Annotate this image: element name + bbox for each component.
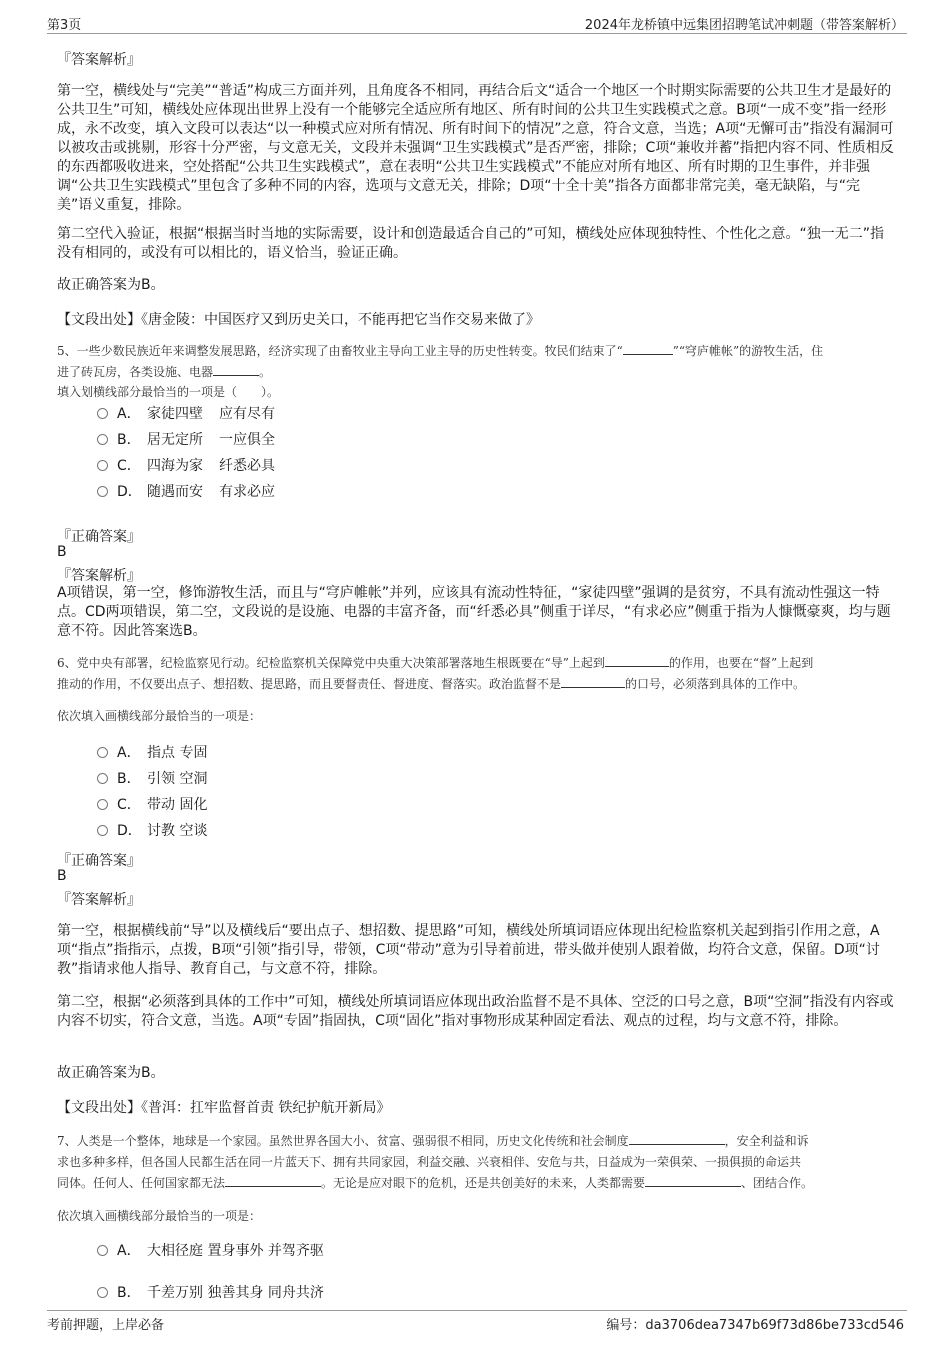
analysis-paragraph: A项错误，第一空，修饰游牧生活，而且与“穹庐帷帐”并列，应该具有流动性特征，“家徒四壁”强调的是贫穷，不具有流动性强这一特点。CD两项错误，第二空，文段说的是设施、电器的丰富齐备，而“纤悉必具”侧重于详尽，“有求必应”侧重于指为人慷慨豪爽，均与题意不符。因此答案选B。 [57,585,891,639]
fill-blank [605,653,669,667]
correct-answer-label: 『正确答案』 [57,853,141,869]
radio-icon[interactable] [97,825,108,836]
stem-text: 、团结合作。 [741,1176,814,1190]
fill-blank [561,674,625,688]
fill-blank [629,1131,725,1145]
stem-text: 。 [259,365,272,379]
radio-icon[interactable] [97,799,108,810]
question-7-prompt: 依次填入画横线部分最恰当的一项是： [57,1209,262,1223]
option-word: 纤悉必具 [219,458,275,474]
analysis-paragraph: 第二空代入验证，根据“根据当时当地的实际需要，设计和创造最适合自己的”可知，横线处应体现独特性、个性化之意。“独一无二”指没有相同的，或没有可以相比的，语义恰当，验证正确。 [57,226,885,261]
option-label: A． [117,1243,141,1259]
radio-icon[interactable] [97,773,108,784]
option-a[interactable] [97,404,275,424]
option-word: 四海为家 [147,458,203,474]
radio-icon[interactable] [97,1245,108,1256]
option-text: 大相径庭 置身事外 并驾齐驱 [147,1243,324,1259]
option-c[interactable] [97,456,275,476]
stem-text: 的作用，也要在“督”上起到 [668,656,814,670]
option-a[interactable] [97,1241,324,1261]
fill-blank [645,1173,741,1187]
stem-text: 6、党中央有部署，纪检监察见行动。纪检监察机关保障党中央重大决策部署落地生根既要在“导”上起到 [57,656,605,670]
answer-analysis-label: 『答案解析』 [57,52,141,68]
question-5-prompt: 填入划横线部分最恰当的一项是（ ）。 [57,385,280,399]
footer-divider [47,1310,907,1311]
radio-icon[interactable] [97,747,108,758]
page-number: 第3页 [47,18,82,33]
source-title: 《唐金陵：中国医疗又到历史关口，不能再把它当作交易来做了》 [141,312,540,328]
question-7-stem [57,1131,897,1194]
stem-text: 。无论是应对眼下的危机，还是共创美好的未来，人类都需要 [321,1176,646,1190]
analysis-paragraph: 第二空，根据“必须落到具体的工作中”可知，横线处所填词语应体现出政治监督不是不具体、空泛的口号之意，B项“空洞”指没有内容或内容不切实，符合文意，当选。A项“专固”指固执，C项“固化”指对事物形成某种固定看法、观点的过程，均与文意不符，排除。 [57,994,894,1029]
option-label: D． [117,823,142,839]
option-word: 家徒四壁 [147,406,203,422]
correct-answer-value: B [57,868,67,884]
source-citation [57,309,540,329]
document-title: 2024年龙桥镇中远集团招聘笔试冲刺题（带答案解析） [584,18,904,33]
option-text: 千差万别 独善其身 同舟共济 [147,1285,324,1301]
question-5-stem [57,341,897,383]
option-text: 带动 固化 [147,797,208,813]
source-citation [57,1097,390,1117]
option-d[interactable] [97,821,207,841]
option-word: 应有尽有 [219,406,275,422]
radio-icon[interactable] [97,1287,108,1298]
option-label: D． [117,484,142,500]
option-b[interactable] [97,1283,324,1303]
option-label: C． [117,797,141,813]
radio-icon[interactable] [97,434,108,445]
stem-text: 5、一些少数民族近年来调整发展思路，经济实现了由畜牧业主导向工业主导的历史性转变。牧民们结束了“ [57,344,623,358]
stem-text: ，安全利益和诉 [724,1134,809,1148]
option-b[interactable] [97,430,275,450]
stem-text: ”“穹庐帷帐”的游牧生活，住 [672,344,824,358]
option-word: 居无定所 [147,432,203,448]
fill-blank [213,362,259,376]
question-6-prompt: 依次填入画横线部分最恰当的一项是： [57,709,262,723]
option-c[interactable] [97,795,207,815]
analysis-paragraph: 第一空，根据横线前“导”以及横线后“要出点子、想招数、提思路”可知，横线处所填词语应体现出纪检监察机关起到指引作用之意，A项“指点”指指示，点拨，B项“引领”指引导，带领，C项“带动”意为引导着前进，带头做并使别人跟着做，均符合文意，保留。D项“讨教”指请求他人指导、教育自己，与文意不符，排除。 [57,923,880,977]
fill-blank [225,1173,321,1187]
answer-analysis-label: 『答案解析』 [57,568,141,584]
radio-icon[interactable] [97,460,108,471]
option-label: A． [117,745,141,761]
footer-slogan: 考前押题，上岸必备 [47,1318,165,1333]
answer-analysis-label: 『答案解析』 [57,892,141,908]
option-a[interactable] [97,743,207,763]
source-title: 《普洱：扛牢监督首责 铁纪护航开新局》 [141,1100,391,1116]
option-label: A． [117,406,141,422]
stem-text: 推动的作用，不仅要出点子、想招数、提思路，而且要督责任、督进度、督落实。政治监督不是 [57,677,562,691]
stem-text: 同体。任何人、任何国家都无法 [57,1176,226,1190]
option-text: 讨教 空谈 [147,823,208,839]
option-text: 引领 空洞 [147,771,208,787]
option-text: 指点 专固 [147,745,208,761]
final-answer-text: 故正确答案为B。 [57,1065,165,1081]
stem-text: 的口号，必须落到具体的工作中。 [625,677,806,691]
radio-icon[interactable] [97,408,108,419]
option-d[interactable] [97,482,275,502]
stem-text: 进了砖瓦房，各类设施、电器 [57,365,214,379]
stem-text: 求也多种多样，但各国人民都生活在同一片蓝天下、拥有共同家园，利益交融、兴衰相伴、安危与共，日益成为一荣俱荣、一损俱损的命运共 [57,1155,802,1169]
option-word: 一应俱全 [219,432,275,448]
fill-blank [623,341,673,355]
option-label: B． [117,1285,141,1301]
source-label: 【文段出处】 [57,312,141,328]
option-label: B． [117,771,141,787]
option-word: 随遇而安 [147,484,203,500]
option-label: B． [117,432,141,448]
correct-answer-label: 『正确答案』 [57,529,141,545]
option-word: 有求必应 [219,484,275,500]
final-answer-text: 故正确答案为B。 [57,277,165,293]
analysis-paragraph: 第一空，横线处与“完美”“普适”构成三方面并列，且角度各不相同，再结合后文“适合一个地区一个时期实际需要的公共卫生才是最好的公共卫生”可知，横线处应体现出世界上没有一个能够完全适应所有地区、所有时间的公共卫生实践模式之意。B项“一成不变”指一经形成，永不改变，填入文段可以表达“以一种模式应对所有情况、所有时间下的情况”之意，符合文意，当选；A项“无懈可击”指没有漏洞可以被攻击或挑剔，形容十分严密，与文意无关，文段并未强调“卫生实践模式”是否严密，排除；C项“兼收并蓄”指把内容不同、性质相反的东西都吸收进来，空处搭配“公共卫生实践模式”，意在表明“公共卫生实践模式”不能应对所有地区、所有时期的卫生事件，并非强调“公共卫生实践模式”里包含了多种不同的内容，选项与文意无关，排除；D项“十全十美”指各方面都非常完美，毫无缺陷，与“完美”语义重复，排除。 [57,83,894,213]
stem-text: 7、人类是一个整体，地球是一个家园。虽然世界各国大小、贫富、强弱很不相同，历史文化传统和社会制度 [57,1134,629,1148]
question-6-stem [57,653,897,695]
option-b[interactable] [97,769,207,789]
document-code: 编号：da3706dea7347b69f73d86be733cd546 [606,1318,904,1333]
source-label: 【文段出处】 [57,1100,141,1116]
header-divider [47,33,907,34]
radio-icon[interactable] [97,486,108,497]
option-label: C． [117,458,141,474]
correct-answer-value: B [57,544,67,560]
